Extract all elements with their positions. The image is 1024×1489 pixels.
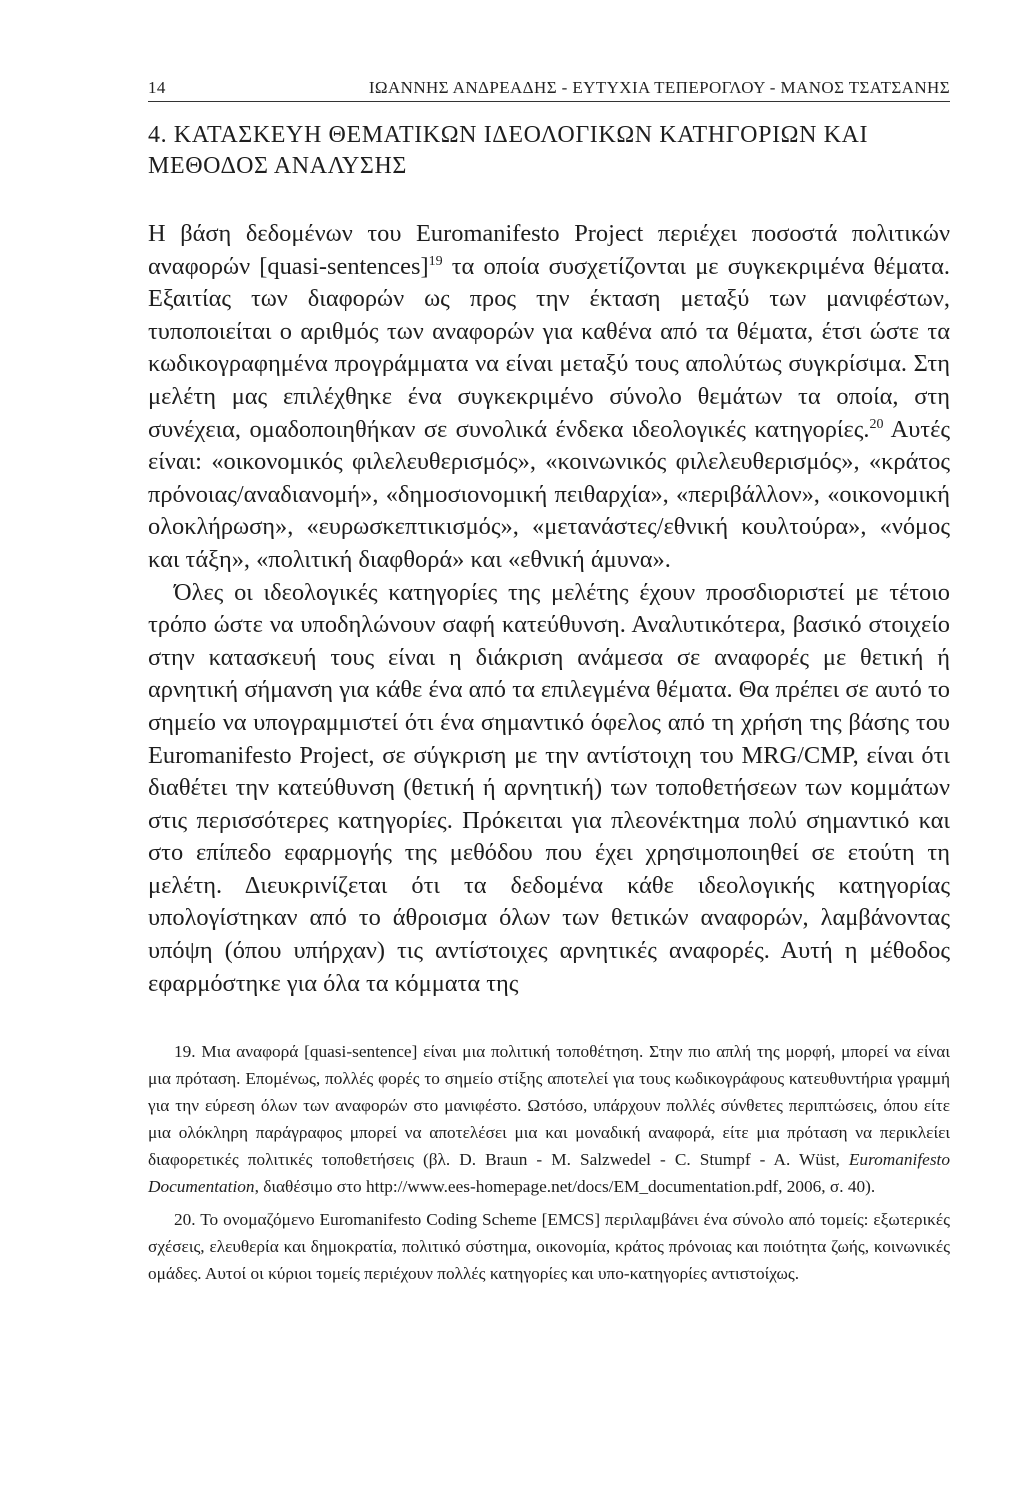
paragraph-1 bbox=[148, 218, 950, 577]
body-text bbox=[148, 218, 950, 1000]
footnote-19-text-b: , διαθέσιμο στο http://www.ees-homepage.net/docs/EM_documentation.pdf, 2006, σ. 40). bbox=[254, 1177, 876, 1197]
footnote-20: 20. Το ονομαζόμενο Euromanifesto Coding Scheme [EMCS] περιλαμβάνει ένα σύνολο από τομείς: εξωτερικές σχέσεις, ελευθερία και δημοκρατία, πολιτικό σύστημα, οικονομία, κράτος πρόνοιας και ποιότητα ζωής, κοινωνικές ομάδες. Αυτοί οι κύριοι τομείς περιέχουν πολλές κατηγορίες και υπο-κατηγορίες αντιστοίχως. bbox=[148, 1210, 950, 1284]
section-heading: 4. ΚΑΤΑΣΚΕΥΗ ΘΕΜΑΤΙΚΩΝ ΙΔΕΟΛΟΓΙΚΩΝ ΚΑΤΗΓΟΡΙΩΝ ΚΑΙ ΜΕΘΟΔΟΣ ΑΝΑΛΥΣΗΣ bbox=[148, 122, 869, 179]
footnotes bbox=[148, 1038, 950, 1287]
paragraph-2: Όλες οι ιδεολογικές κατηγορίες της μελέτης έχουν προσδιοριστεί με τέτοιο τρόπο ώστε να υποδηλώνουν σαφή κατεύθυνση. Αναλυτικότερα, βασικό στοιχείο στην κατασκευή τους είναι η διάκριση ανάμεσα σε αναφορές με θετική ή αρνητική σήμανση για κάθε ένα από τα επιλεγμένα θέματα. Θα πρέπει σε αυτό το σημείο να υπογραμμιστεί ότι ένα σημαντικό όφελος από τη χρήση της βάσης του Euromanifesto Project, σε σύγκριση με την αντίστοιχη του MRG/CMP, είναι ότι διαθέτει την κατεύθυνση (θετική ή αρνητική) των τοποθετήσεων των κομμάτων στις περισσότερες κατηγορίες. Πρόκειται για πλεονέκτημα πολύ σημαντικό και στο επίπεδο εφαρμογής της μεθόδου που έχει χρησιμοποιηθεί σε ετούτη τη μελέτη. Διευκρινίζεται ότι τα δεδομένα κάθε ιδεολογικής κατηγορίας υπολογίστηκαν από το άθροισμα όλων των θετικών αναφορών, λαμβάνοντας υπόψη (όπου υπήρχαν) τις αντίστοιχες αρνητικές αναφορές. Αυτή η μέθοδος εφαρμόστηκε για όλα τα κόμματα της bbox=[148, 578, 950, 997]
header-authors: ΙΩΑΝΝΗΣ ΑΝΔΡΕΑΔΗΣ - ΕΥΤΥΧΙΑ ΤΕΠΕΡΟΓΛΟΥ - ΜΑΝΟΣ ΤΣΑΤΣΑΝΗΣ bbox=[368, 78, 950, 97]
footnote-19 bbox=[148, 1038, 950, 1200]
paragraph-1-part-b: τα οποία συσχετίζονται με συγκεκριμένα θέματα. Εξαιτίας των διαφορών ως προς την έκταση μεταξύ των μανιφέστων, τυποποιείται ο αριθμός των αναφορών για καθένα από τα θέματα, έτσι ώστε τα κωδικογραφημένα προγράμματα να είναι μεταξύ τους απολύτως συγκρίσιμα. Στη μελέτη μας επιλέχθηκε ένα συγκεκριμένο σύνολο θεμάτων τα οποία, στη συνέχεια, ομαδοποιηθήκαν σε συνολικά ένδεκα ιδεολογικές κατηγορίες. bbox=[148, 252, 950, 443]
footnote-19-title: Euromanifesto Documentation bbox=[148, 1150, 950, 1197]
footnote-ref-19: 19 bbox=[428, 253, 443, 269]
paragraph-1-part-a: Η βάση δεδομένων του Euromanifesto Project περιέχει ποσοστά πολιτικών αναφορών [quasi-sentences] bbox=[148, 220, 950, 280]
footnote-19-text-a: 19. Μια αναφορά [quasi-sentence] είναι μια πολιτική τοποθέτηση. Στην πιο απλή της μορφή, μπορεί να είναι μια πρόταση. Επομένως, πολλές φορές το σημείο στίξης αποτελεί για τους κωδικογράφους κατευθυντήρια γραμμή για την εύρεση όλων των αναφορών στο μανιφέστο. Ωστόσο, υπάρχουν πολλές σύνθετες περιπτώσεις, όπου είτε μια ολόκληρη παράγραφος μπορεί να αποτελέσει μια και μοναδική αναφορά, είτε μια πρόταση να περικλείει διαφορετικές πολιτικές τοποθετήσεις (βλ. D. Braun - M. Salzwedel - C. Stumpf - A. Wüst, bbox=[148, 1042, 950, 1170]
page-number: 14 bbox=[148, 78, 166, 97]
footnote-ref-20: 20 bbox=[869, 416, 884, 432]
running-header bbox=[148, 78, 950, 102]
paragraph-1-part-c: Αυτές είναι: «οικονομικός φιλελευθερισμός», «κοινωνικός φιλελευθερισμός», «κράτος πρόνοιας/αναδιανομή», «δημοσιονομική πειθαρχία», «περιβάλλον», «οικονομική ολοκλήρωση», «ευρωσκεπτικισμός», «μετανάστες/εθνική κουλτούρα», «νόμος και τάξη», «πολιτική διαφθορά» και «εθνική άμυνα». bbox=[148, 415, 950, 573]
